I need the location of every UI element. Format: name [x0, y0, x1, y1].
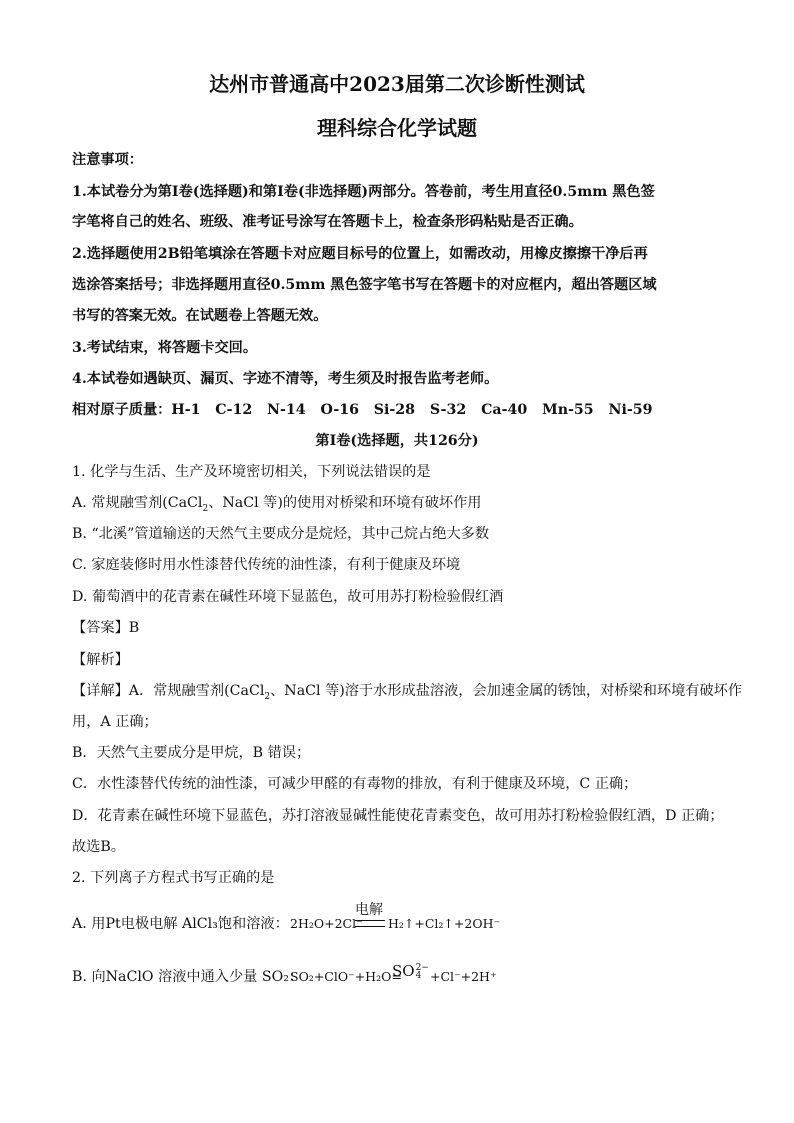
q1-answer: 【答案】B: [72, 620, 140, 636]
q1-analysis-label: 【解析】: [72, 652, 129, 668]
notice-line-6: 3.考试结束，将答题卡交回。: [72, 340, 258, 356]
q1-option-d: D. 葡萄酒中的花青素在碱性环境下显蓝色，故可用苏打粉检验假红酒: [72, 589, 504, 605]
q2-option-b-text: B. 向NaClO 溶液中通入少量 SO₂：: [72, 969, 304, 985]
q2-option-a-rhs: H₂↑+Cl₂↑+2OH⁻: [388, 916, 501, 931]
equation-arrow-icon: [355, 920, 385, 927]
q1-detail-3: B．天然气主要成分是甲烷，B 错误；: [72, 745, 311, 761]
q1-option-b: B. “北溪”管道输送的天然气主要成分是烷烃，其中己烷占绝大多数: [72, 526, 490, 542]
notice-line-7: 4.本试卷如遇缺页、漏页、字迹不清等，考生须及时报告监考老师。: [72, 371, 499, 387]
q1-option-a: A. 常规融雪剂(CaCl$_2$、NaCl 等)的使用对桥梁和环境有破坏作用: [72, 495, 482, 514]
q1-detail-1: 【详解】A．常规融雪剂(CaCl$_2$、NaCl 等)溶于水形成盐溶液，会加速金属的锈蚀，对桥梁和环境有破坏作: [72, 683, 743, 702]
atomic-masses: 相对原子质量：H-1 C-12 N-14 O-16 Si-28 S-32 Ca-40 Mn-55 Ni-59: [72, 402, 653, 418]
q1-detail-4: C．水性漆替代传统的油性漆，可减少甲醛的有毒物的排放，有利于健康及环境，C 正确；: [72, 776, 638, 792]
q1-detail-2: 用，A 正确；: [72, 714, 158, 730]
notice-line-3: 2.选择题使用2B铅笔填涂在答题卡对应题目标号的位置上，如需改动，用橡皮擦擦干净后再: [72, 246, 648, 262]
q2-option-b-rhs: +Cl⁻+2H⁺: [430, 969, 497, 984]
section-title: 第Ⅰ卷(选择题，共126分): [315, 433, 479, 449]
q1-detail-5: D．花青素在碱性环境下显蓝色，苏打溶液显碱性能使花青素变色，故可用苏打粉检验假红酒，D 正确；: [72, 808, 724, 824]
notice-line-2: 字笔将自己的姓名、班级、准考证号涂写在答题卡上，检查条形码粘贴是否正确。: [72, 214, 583, 230]
q2-electrolysis-label: 电解: [355, 902, 383, 918]
q1-conclusion: 故选B。: [72, 839, 125, 855]
q1-stem: 1. 化学与生活、生产及环境密切相关，下列说法错误的是: [72, 464, 431, 480]
notice-heading: 注意事项：: [72, 152, 143, 168]
q2-sulfate: SO 2− 4: [392, 962, 429, 981]
notice-line-5: 书写的答案无效。在试题卷上答题无效。: [72, 308, 328, 324]
exam-subtitle: 理科综合化学试题: [317, 116, 477, 140]
q1-option-c: C. 家庭装修时用水性漆替代传统的油性漆，有利于健康及环境: [72, 557, 461, 573]
q2-stem: 2. 下列离子方程式书写正确的是: [72, 870, 275, 886]
q2-option-b-lhs: SO₂+ClO⁻+H₂O=: [290, 969, 402, 984]
q2-option-a-text: A. 用Pt电极电解 AlCl₃饱和溶液：: [72, 916, 289, 932]
q2-option-a-lhs: 2H₂O+2Cl⁻: [290, 916, 363, 931]
notice-line-1: 1.本试卷分为第Ⅰ卷(选择题)和第Ⅰ卷(非选择题)两部分。答卷前，考生用直径0.5mm 黑色签: [72, 184, 655, 200]
exam-title: 达州市普通高中2023届第二次诊断性测试: [209, 72, 585, 96]
notice-line-4: 选涂答案括号；非选择题用直径0.5mm 黑色签字笔书写在答题卡的对应框内，超出答题区域: [72, 277, 657, 293]
